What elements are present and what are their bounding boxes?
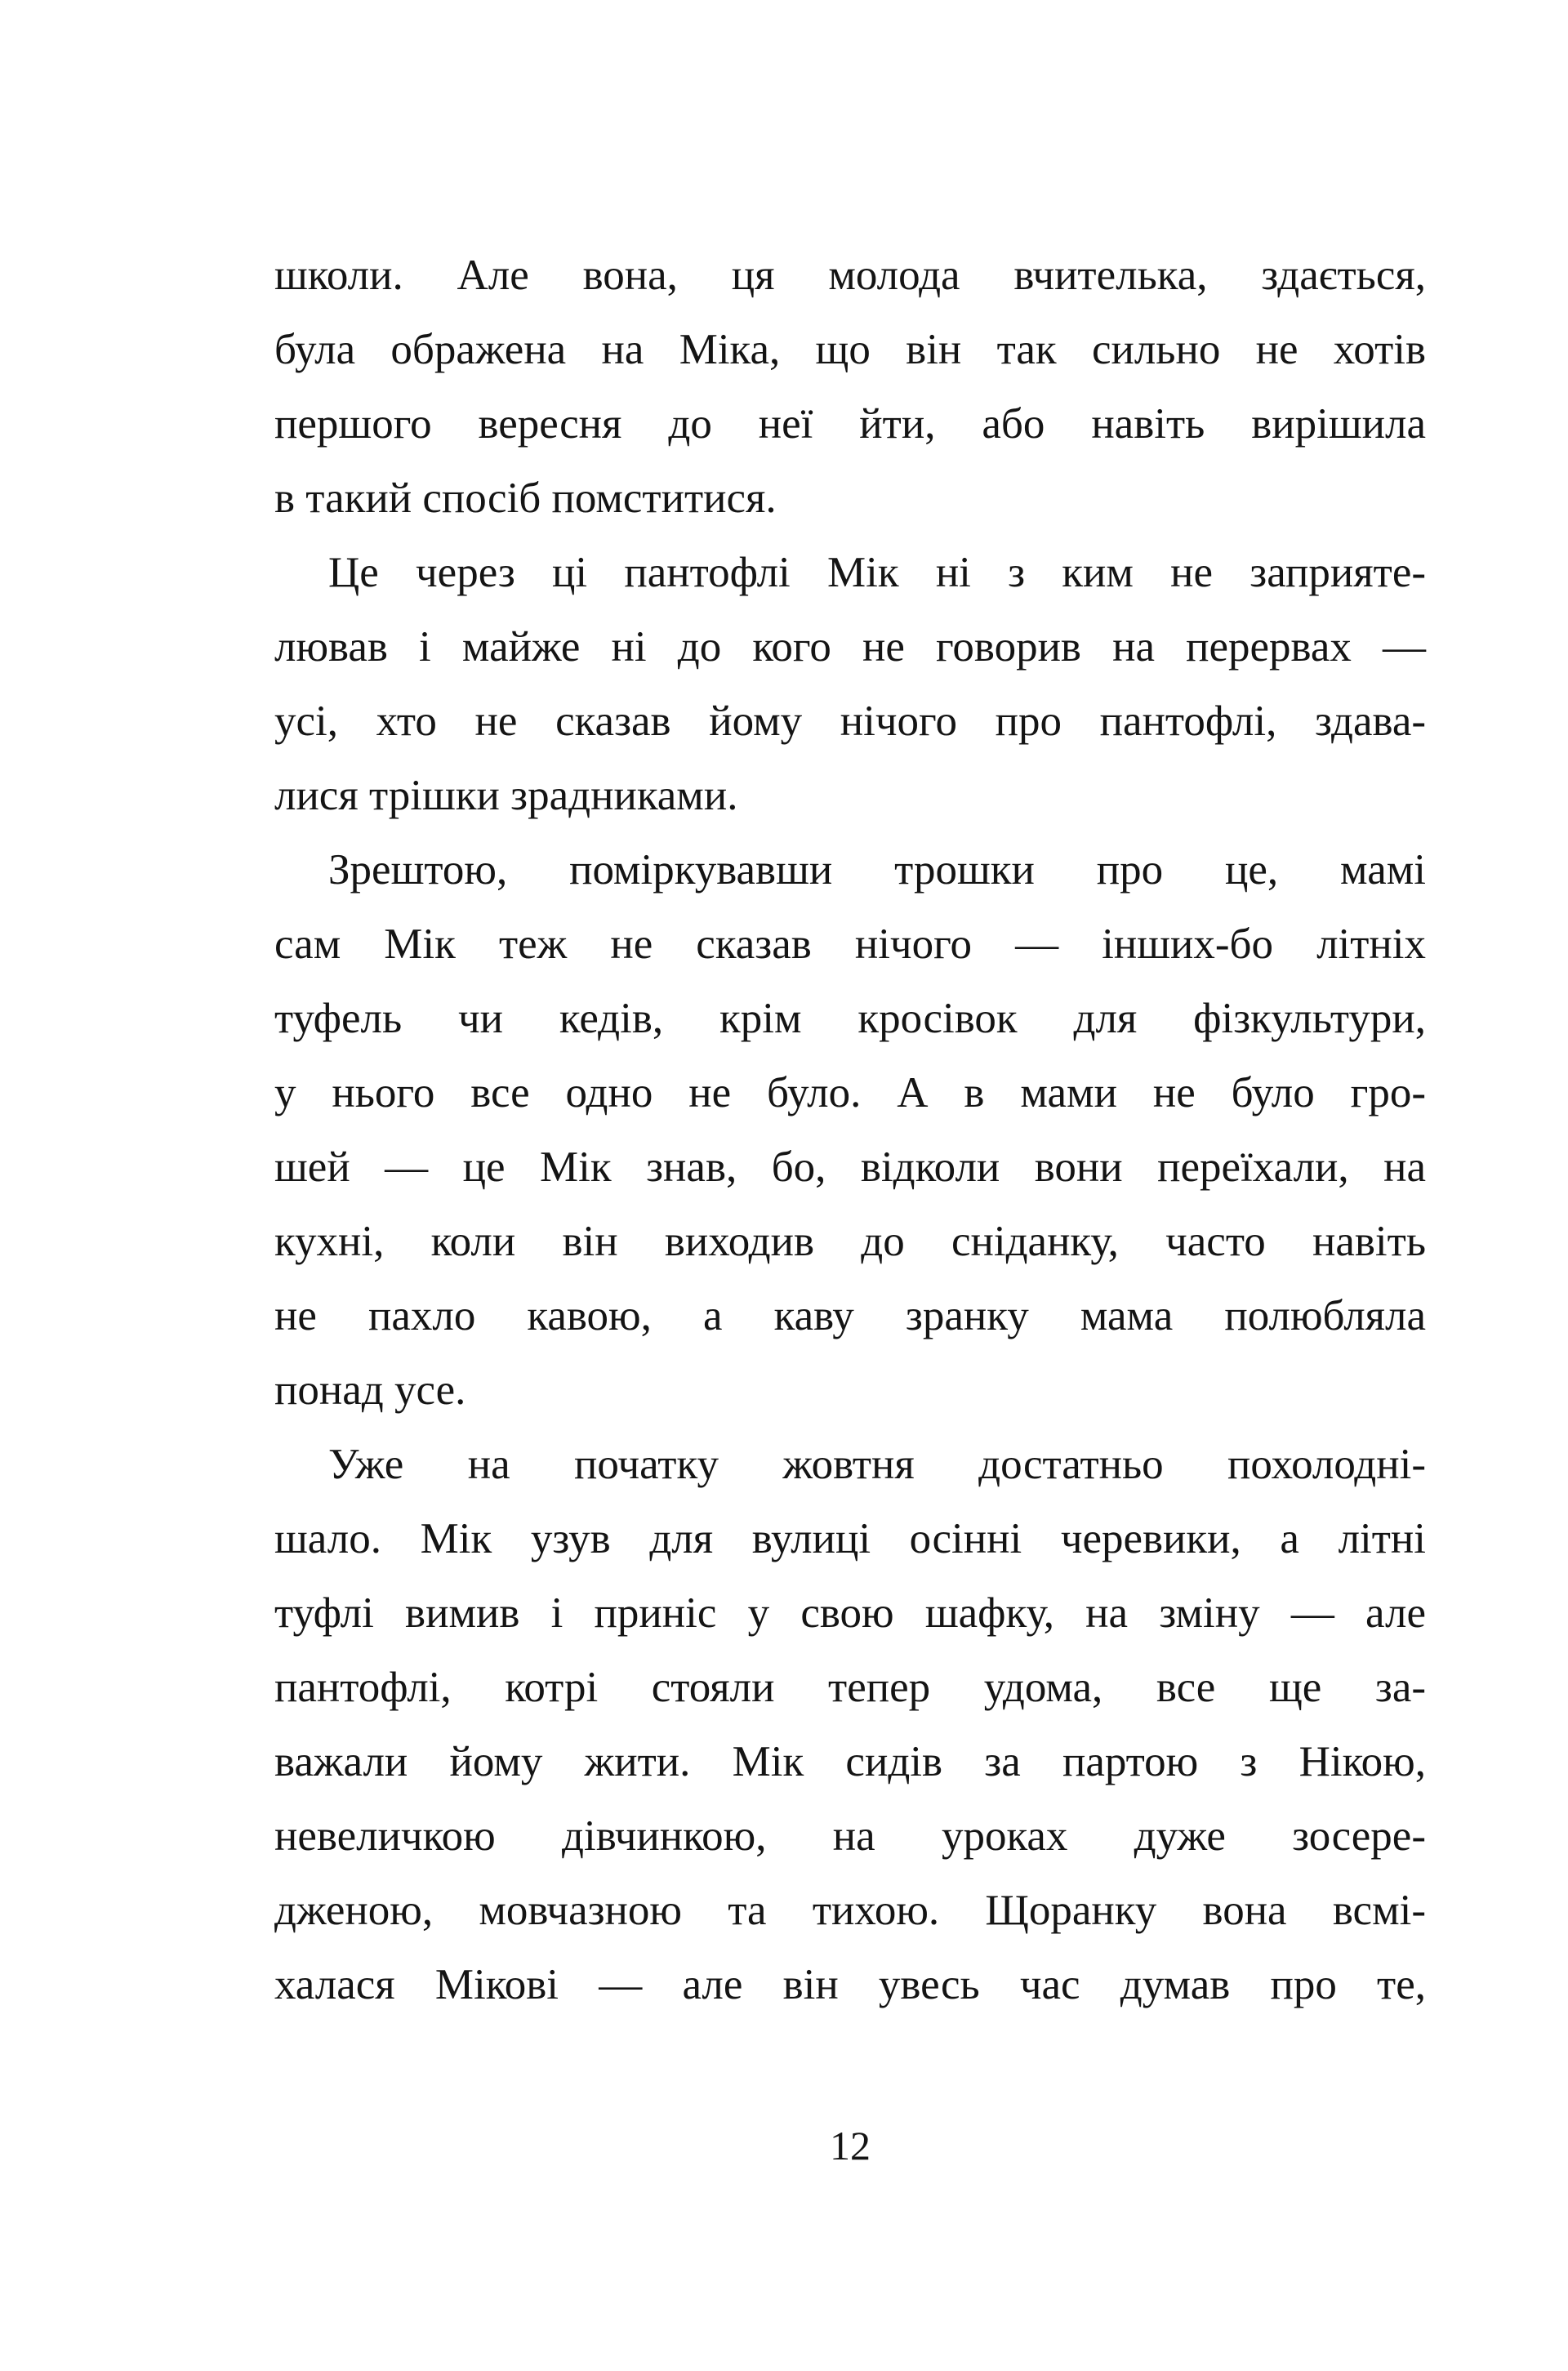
text-line: у нього все одно не було. А в мами не було гро-: [274, 1069, 1426, 1116]
text-line: важали йому жити. Мік сидів за партою з Нікою,: [274, 1738, 1426, 1785]
text-line: сам Мік теж не сказав нічого — інших-бо літніх: [274, 920, 1426, 968]
text-line: першого вересня до неї йти, або навіть вирішила: [274, 400, 1426, 448]
paragraph: [274, 536, 1426, 833]
paragraph: [274, 833, 1426, 1428]
text-line: туфель чи кедів, крім кросівок для фізкультури,: [274, 995, 1426, 1042]
page-number: 12: [830, 2123, 871, 2168]
text-line: халася Мікові — але він увесь час думав про те,: [274, 1961, 1426, 2008]
text-line: лював і майже ні до кого не говорив на перервах —: [274, 623, 1426, 671]
text-line: шей — це Мік знав, бо, відколи вони переїхали, на: [274, 1143, 1426, 1191]
text-line: кухні, коли він виходив до сніданку, часто навіть: [274, 1218, 1426, 1265]
text-line: Уже на початку жовтня достатньо похолодні-: [328, 1441, 1426, 1488]
paragraph: [274, 238, 1426, 536]
text-line: Це через ці пантофлі Мік ні з ким не заприяте-: [328, 549, 1426, 596]
book-page-text: [274, 238, 1426, 2022]
text-line: понад усе.: [274, 1366, 466, 1414]
text-line: туфлі вимив і приніс у свою шафку, на зміну — але: [274, 1589, 1426, 1637]
text-line: дженою, мовчазною та тихою. Щоранку вона всмі-: [274, 1887, 1426, 1934]
text-line: лися трішки зрадниками.: [274, 772, 738, 819]
text-line: не пахло кавою, а каву зранку мама полюбляла: [274, 1292, 1426, 1339]
text-line: була ображена на Міка, що він так сильно не хотів: [274, 326, 1426, 373]
text-line: невеличкою дівчинкою, на уроках дуже зосере-: [274, 1812, 1426, 1860]
text-line: усі, хто не сказав йому нічого про пантофлі, здава-: [274, 697, 1426, 745]
paragraph: [274, 1428, 1426, 2022]
text-line: школи. Але вона, ця молода вчителька, здається,: [274, 252, 1426, 299]
text-line: пантофлі, котрі стояли тепер удома, все ще за-: [274, 1664, 1426, 1711]
text-line: в такий спосіб помститися.: [274, 475, 777, 522]
text-line: Зрештою, поміркувавши трошки про це, мамі: [328, 846, 1426, 894]
text-line: шало. Мік узув для вулиці осінні черевики, а літні: [274, 1515, 1426, 1562]
